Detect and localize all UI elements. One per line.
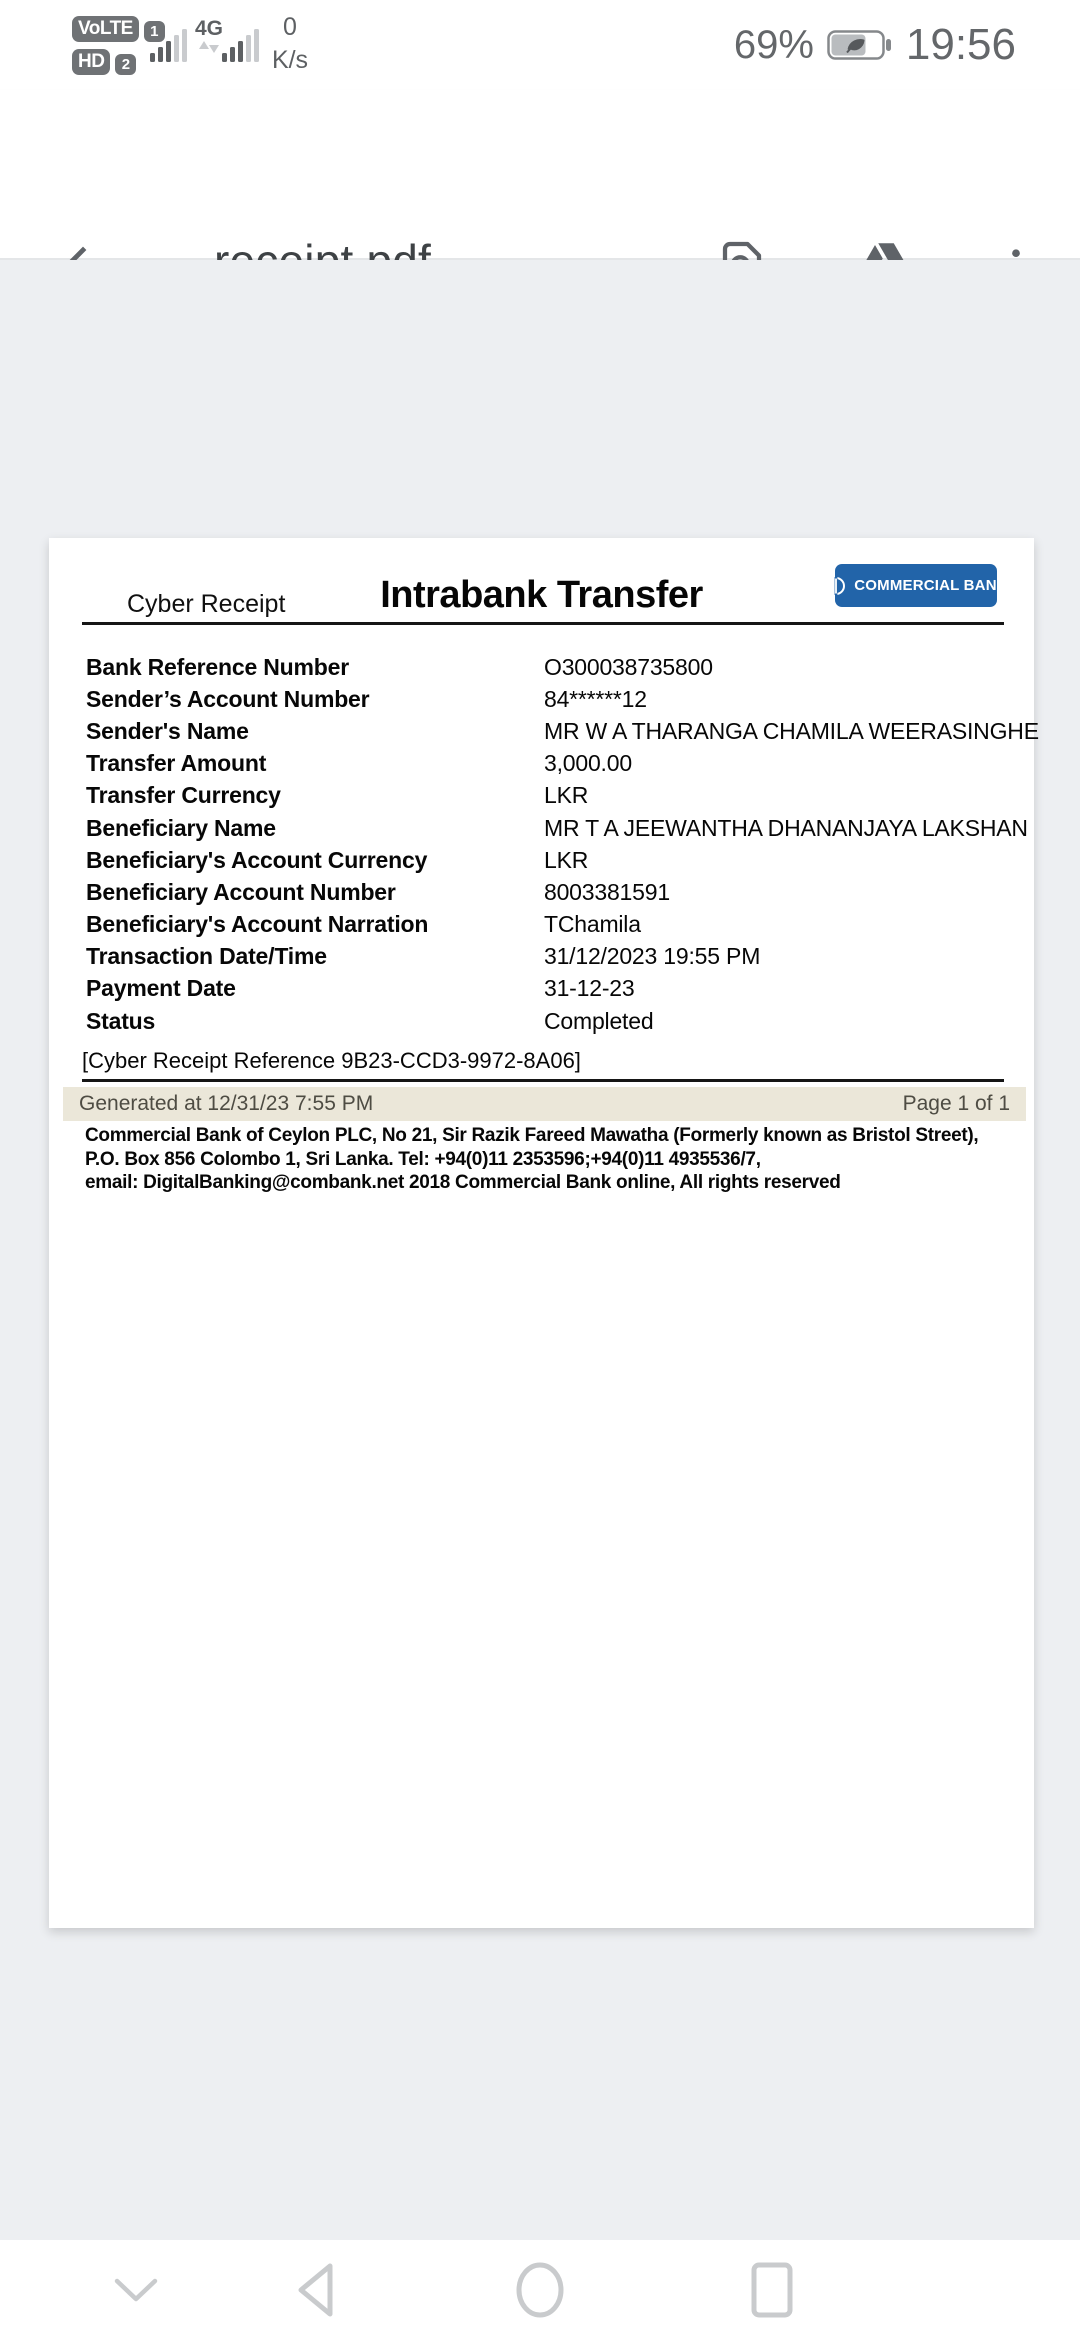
receipt-field-row bbox=[86, 941, 1006, 973]
field-label: Beneficiary Account Number bbox=[86, 878, 396, 905]
field-label: Beneficiary's Account Narration bbox=[86, 911, 429, 938]
signal-strength-sim2-icon bbox=[222, 26, 262, 62]
status-bar-right bbox=[734, 0, 1016, 90]
hd-sim-number: 2 bbox=[115, 54, 136, 75]
field-label: Sender’s Account Number bbox=[86, 685, 370, 712]
back-triangle-icon bbox=[294, 2261, 336, 2319]
receipt-field-row bbox=[86, 780, 1006, 812]
page-indicator: Page 1 of 1 bbox=[902, 1092, 1010, 1115]
navigation-bar bbox=[0, 2240, 1080, 2340]
network-speed: 0 K/s bbox=[271, 13, 309, 74]
hide-navigation-button[interactable] bbox=[76, 2240, 196, 2340]
bank-logo-text: COMMERCIAL BANK bbox=[854, 577, 1008, 594]
field-label: Transfer Currency bbox=[86, 782, 281, 809]
footer-line: email: DigitalBanking@combank.net 2018 Commercial Bank online, All rights reserved bbox=[85, 1172, 841, 1193]
receipt-field-row bbox=[86, 683, 1006, 715]
field-value: Completed bbox=[544, 1007, 654, 1034]
battery-percent: 69% bbox=[733, 22, 814, 67]
field-value: 31-12-23 bbox=[544, 975, 635, 1002]
field-label: Payment Date bbox=[86, 975, 236, 1002]
receipt-field-row bbox=[86, 715, 1039, 747]
field-value: MR T A JEEWANTHA DHANANJAYA LAKSHAN bbox=[544, 814, 1028, 841]
hd-badge: HD bbox=[72, 49, 110, 75]
battery-power-saving-icon bbox=[827, 28, 893, 62]
volte-sim-number: 1 bbox=[144, 21, 165, 42]
field-value: MR W A THARANGA CHAMILA WEERASINGHE bbox=[544, 717, 1039, 744]
field-label: Bank Reference Number bbox=[86, 653, 349, 680]
field-value: 84******12 bbox=[544, 685, 647, 712]
receipt-field-row bbox=[86, 812, 1028, 844]
nav-back-button[interactable] bbox=[255, 2240, 375, 2340]
generated-at: Generated at 12/31/23 7:55 PM bbox=[79, 1092, 374, 1115]
volte-badge: VoLTE bbox=[72, 16, 139, 42]
field-label: Beneficiary's Account Currency bbox=[86, 846, 428, 873]
receipt-field-row bbox=[86, 748, 1006, 780]
field-value: LKR bbox=[544, 782, 589, 809]
pdf-viewer-canvas[interactable] bbox=[0, 260, 1080, 2240]
nav-home-button[interactable] bbox=[480, 2240, 600, 2340]
receipt-footer bbox=[85, 1124, 1010, 1195]
data-activity-icon bbox=[197, 40, 221, 54]
field-value: O300038735800 bbox=[544, 653, 713, 680]
header-divider bbox=[82, 622, 1004, 625]
receipt-field-row bbox=[86, 876, 1006, 908]
receipt-field-row bbox=[86, 844, 1006, 876]
field-label: Transfer Amount bbox=[86, 750, 267, 777]
receipt-field-row bbox=[86, 973, 1006, 1005]
field-value: 3,000.00 bbox=[544, 750, 632, 777]
footer-line: Commercial Bank of Ceylon PLC, No 21, Sir Razik Fareed Mawatha (Formerly known as Bristol Street), bbox=[85, 1125, 979, 1146]
receipt-field-row bbox=[86, 909, 1006, 941]
field-label: Transaction Date/Time bbox=[86, 943, 327, 970]
field-value: LKR bbox=[544, 846, 589, 873]
field-label: Status bbox=[86, 1007, 156, 1034]
footer-line: P.O. Box 856 Colombo 1, Sri Lanka. Tel: +94(0)11 2353596;+94(0)11 4935536/7, bbox=[85, 1148, 761, 1170]
recents-square-icon bbox=[750, 2261, 794, 2319]
commercial-bank-logo bbox=[835, 564, 1008, 607]
bank-logo-mark-icon bbox=[824, 574, 848, 598]
field-value: TChamila bbox=[544, 911, 641, 938]
app-bar bbox=[0, 90, 1080, 260]
status-bar bbox=[0, 0, 1080, 90]
receipt-field-row bbox=[86, 651, 1006, 683]
receipt-doc-type: Cyber Receipt bbox=[127, 590, 286, 618]
generated-bar bbox=[63, 1087, 1026, 1121]
pdf-page bbox=[49, 538, 1039, 1928]
field-value: 31/12/2023 19:55 PM bbox=[544, 943, 761, 970]
receipt-reference: [Cyber Receipt Reference 9B23-CCD3-9972-8A06] bbox=[82, 1048, 581, 1073]
chevron-down-icon bbox=[113, 2277, 159, 2303]
receipt-field-row bbox=[86, 1005, 1006, 1037]
nav-recents-button[interactable] bbox=[712, 2240, 832, 2340]
field-label: Beneficiary Name bbox=[86, 814, 276, 841]
receipt-fields bbox=[86, 651, 1039, 1037]
network-type-indicator: 4G bbox=[194, 18, 224, 59]
footer-divider bbox=[82, 1079, 1004, 1082]
home-circle-icon bbox=[514, 2261, 566, 2319]
field-value: 8003381591 bbox=[544, 878, 670, 905]
receipt-title: Intrabank Transfer bbox=[380, 574, 703, 616]
field-label: Sender's Name bbox=[86, 717, 249, 744]
clock: 19:56 bbox=[905, 20, 1016, 69]
signal-strength-sim1-icon bbox=[150, 26, 190, 62]
